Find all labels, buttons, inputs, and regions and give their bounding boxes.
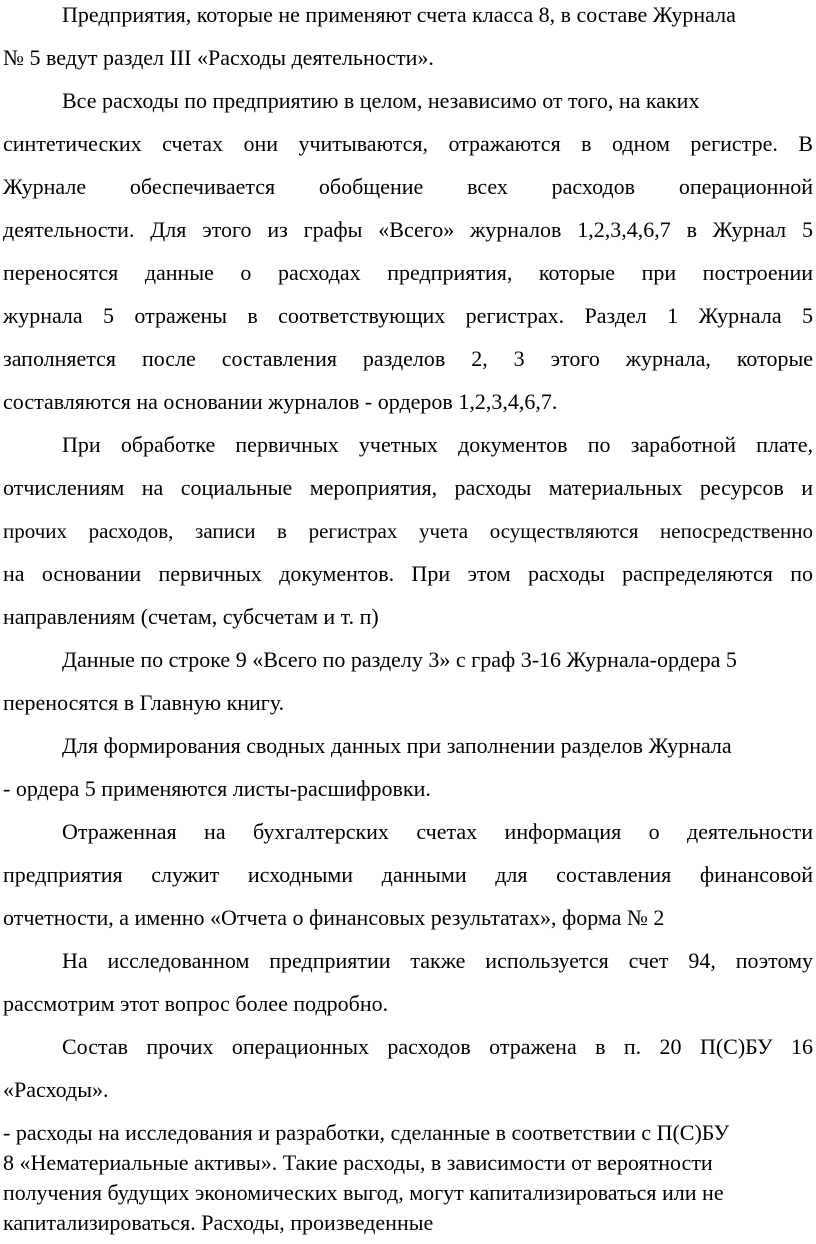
paragraph-7-line-2: рассмотрим этот вопрос более подробно. [3,991,389,1016]
paragraph-2-line-1: Все расходы по предприятию в целом, независимо от того, на каких [62,88,700,113]
paragraph-2-line-5: переносятся данные о расходах предприятия, которые при построении [3,260,813,285]
paragraph-9-line-2: 8 «Нематериальные активы». Такие расходы, в зависимости от вероятности [3,1150,713,1175]
paragraph-7-line-1: На исследованном предприятии также используется счет 94, поэтому [62,948,813,973]
paragraph-9-line-3: получения будущих экономических выгод, могут капитализироваться или не [3,1180,724,1205]
paragraph-8-line-1: Состав прочих операционных расходов отражена в п. 20 П(С)БУ 16 [62,1034,813,1059]
paragraph-3-line-3: прочих расходов, записи в регистрах учета осуществляются непосредственно [3,519,813,543]
paragraph-6-line-3: отчетности, а именно «Отчета о финансовых результатах», форма № 2 [3,905,665,930]
paragraph-3-line-2: отчислениям на социальные мероприятия, расходы материальных ресурсов и [3,475,813,500]
paragraph-1-line-2: № 5 ведут раздел III «Расходы деятельности». [3,45,434,70]
paragraph-2-line-3: Журнале обеспечивается обобщение всех расходов операционной [3,174,813,199]
paragraph-2-line-7: заполняется после составления разделов 2, 3 этого журнала, которые [3,346,813,371]
paragraph-5-line-1: Для формирования сводных данных при заполнении разделов Журнала [62,733,732,758]
paragraph-3-line-4: на основании первичных документов. При этом расходы распределяются по [3,561,813,586]
paragraph-2-line-2: синтетических счетах они учитываются, отражаются в одном регистре. В [3,131,813,156]
paragraph-4-line-2: переносятся в Главную книгу. [3,690,285,715]
paragraph-9-line-4: капитализироваться. Расходы, произведенные [3,1210,434,1235]
paragraph-4-line-1: Данные по строке 9 «Всего по разделу 3» с граф 3-16 Журнала-ордера 5 [62,647,737,672]
paragraph-2-line-8: составляются на основании журналов - ордеров 1,2,3,4,6,7. [3,389,558,414]
paragraph-3-line-5: направлениям (счетам, субсчетам и т. п) [3,604,379,629]
paragraph-1-line-1: Предприятия, которые не применяют счета класса 8, в составе Журнала [62,2,736,27]
paragraph-2-line-4: деятельности. Для этого из графы «Всего» журналов 1,2,3,4,6,7 в Журнал 5 [3,217,813,242]
paragraph-6-line-1: Отраженная на бухгалтерских счетах информация о деятельности [62,819,813,844]
paragraph-6-line-2: предприятия служит исходными данными для составления финансовой [3,862,813,887]
paragraph-9-line-1: - расходы на исследования и разработки, сделанные в соответствии с П(С)БУ [3,1120,730,1145]
paragraph-2-line-6: журнала 5 отражены в соответствующих регистрах. Раздел 1 Журнала 5 [3,303,813,328]
paragraph-3-line-1: При обработке первичных учетных документов по заработной плате, [62,432,813,457]
paragraph-8-line-2: «Расходы». [3,1077,109,1102]
paragraph-5-line-2: - ордера 5 применяются листы-расшифровки. [3,776,431,801]
